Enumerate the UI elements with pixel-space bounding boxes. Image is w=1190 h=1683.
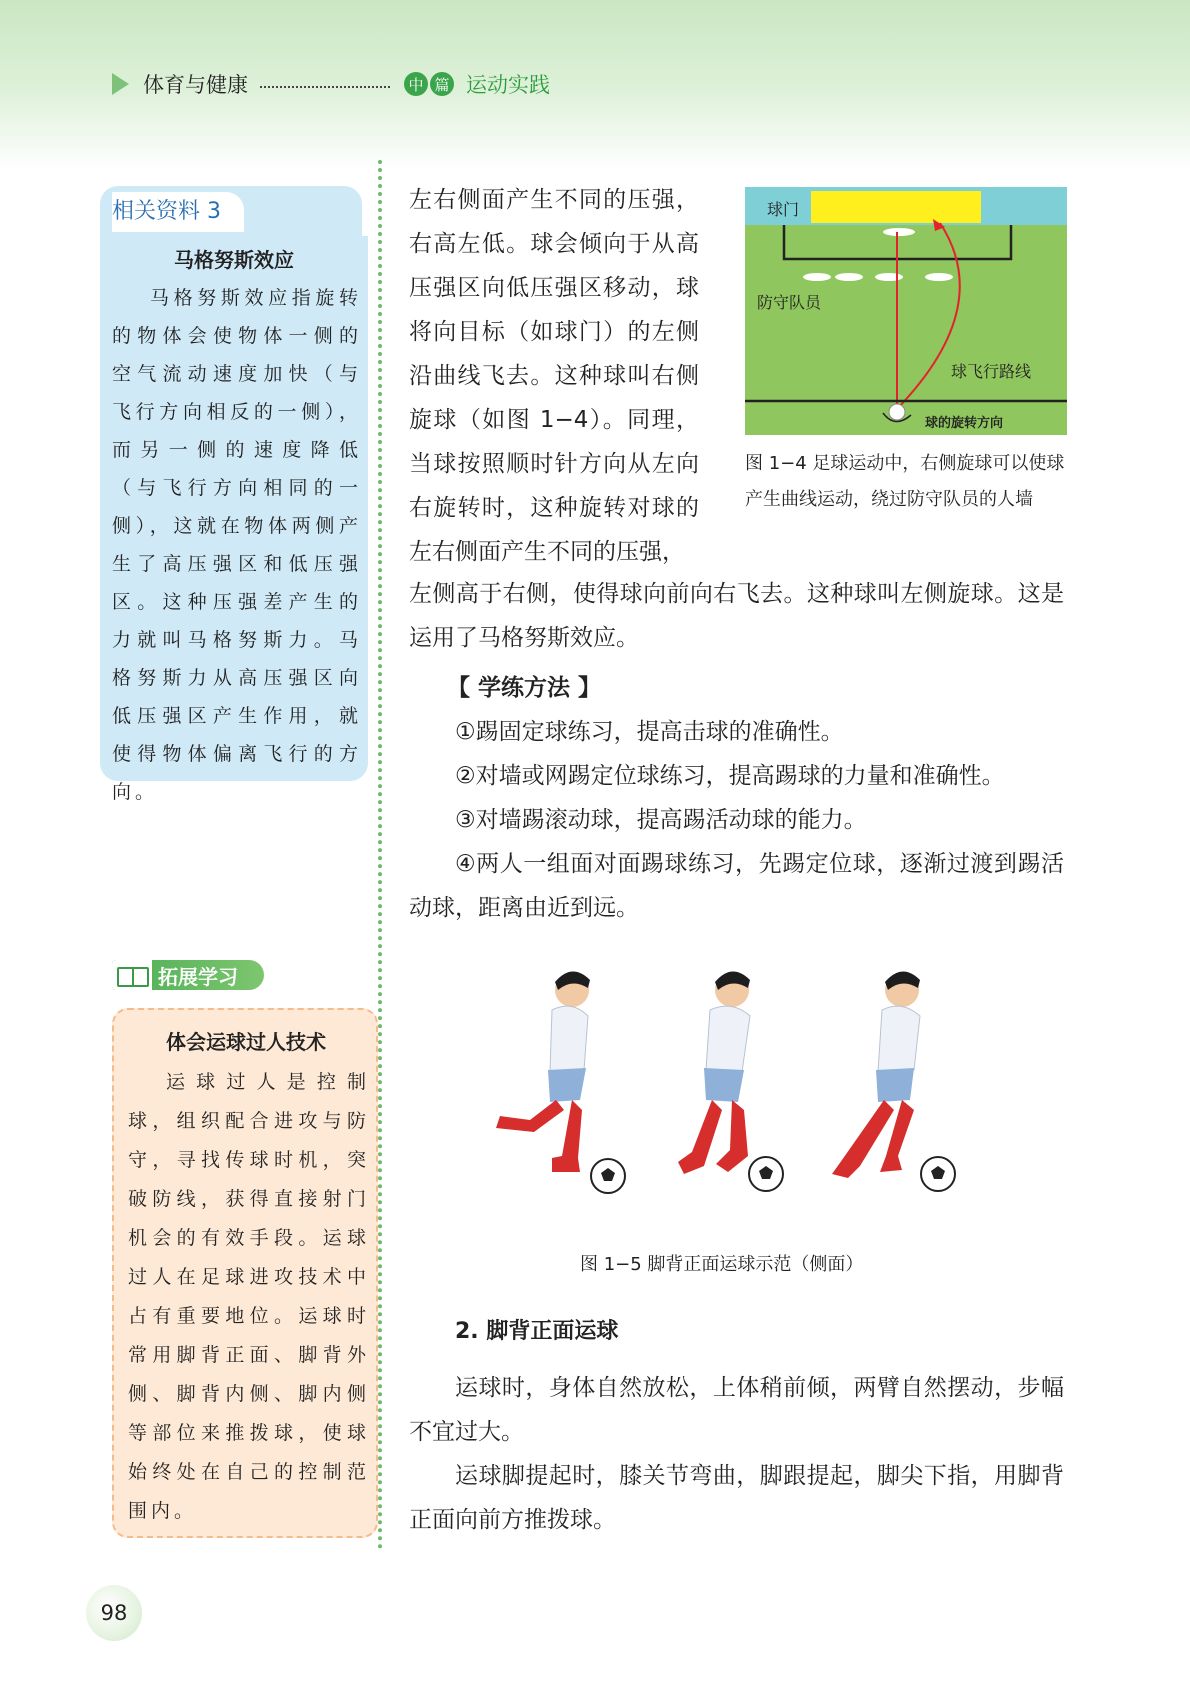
player-shorts <box>548 1068 586 1102</box>
player-shirt <box>706 1006 750 1072</box>
defender-marker <box>875 273 903 281</box>
player-figure <box>832 971 955 1191</box>
open-book-icon <box>112 960 152 990</box>
sidebar2-title: 体会运球过人技术 <box>166 1030 326 1054</box>
player-shorts <box>704 1068 744 1102</box>
figure-1-4-caption: 图 1−4 足球运动中，右侧旋球可以使球产生曲线运动，绕过防守队员的人墙 <box>745 453 1065 510</box>
player-sock-back <box>496 1100 564 1132</box>
defender-marker <box>803 273 831 281</box>
sidebar2-body: 运球过人是控制球，组织配合进攻与防守，寻找传球时机，突破防线，获得直接射门机会的有效手段。运球过人在足球进攻技术中占有重要地位。运球时常用脚背正面、脚背外侧、脚背内侧、脚内侧等部位来推拨球，使球始终处在自己的控制范围内。 <box>128 1071 370 1522</box>
sidebar1-box <box>100 236 368 803</box>
book-title: 体育与健康 <box>143 73 248 97</box>
ball-icon <box>889 404 905 420</box>
running-header <box>112 66 550 102</box>
figure-1-5-caption: 图 1−5 脚背正面运球示范（侧面） <box>580 1254 864 1275</box>
defenders-label: 防守队员 <box>757 293 822 312</box>
goal-label: 球门 <box>767 200 800 219</box>
player-sock-back <box>678 1100 722 1174</box>
main-paragraph-1-continued: 左侧高于右侧，使得球向前向右飞去。这种球叫左侧旋球。这是运用了马格努斯效应。 <box>409 581 1064 651</box>
volume-suffix-badge: 篇 <box>430 72 454 96</box>
section-2-title: 2. 脚背正面运球 <box>455 1319 619 1344</box>
player-shorts <box>876 1068 914 1102</box>
sidebar1-tab-label: 相关资料 3 <box>112 192 244 232</box>
defender-marker <box>925 273 953 281</box>
spin-direction-label: 球的旋转方向 <box>925 416 1004 431</box>
player-figure <box>496 971 625 1193</box>
player-figure <box>678 971 783 1191</box>
practice-method-item: ④两人一组面对面踢球练习，先踢定位球，逐渐过渡到踢活动球，距离由近到远。 <box>409 851 1064 921</box>
section-2 <box>409 1310 1064 1542</box>
practice-method-item: ③对墙踢滚动球，提高踢活动球的能力。 <box>455 807 867 833</box>
section-title: 运动实践 <box>466 73 550 97</box>
page-number: 98 <box>86 1585 142 1641</box>
volume-badge: 中 <box>404 72 428 96</box>
dribbling-sequence-svg <box>460 960 1040 1220</box>
section-2-paragraph: 运球时，身体自然放松，上体稍前倾，两臂自然摆动，步幅不宜过大。 <box>409 1375 1064 1445</box>
player-shirt <box>550 1006 588 1072</box>
header-dot-leader <box>260 86 390 88</box>
sidebar1-body: 马格努斯效应指旋转的物体会使物体一侧的空气流动速度加快（与飞行方向相反的一侧），而另一侧的速度降低（与飞行方向相同的一侧），这就在物体两侧产生了高压强区和低压强区。这种压强差产生的力就叫马格努斯力。马格努斯力从高压强区向低压强区产生作用，就使得物体偏离飞行的方向。 <box>112 287 362 803</box>
section-2-paragraph: 运球脚提起时，膝关节弯曲，脚跟提起，脚尖下指，用脚背正面向前方推拨球。 <box>409 1463 1064 1533</box>
practice-method-item: ②对墙或网踢定位球练习，提高踢球的力量和准确性。 <box>455 763 1005 789</box>
goal-mouth <box>811 191 981 223</box>
practice-methods-title: 【 学练方法 】 <box>447 675 602 701</box>
practice-method-item: ①踢固定球练习，提高击球的准确性。 <box>455 719 844 745</box>
main-paragraph-1: 左右侧面产生不同的压强，右高左低。球会倾向于从高压强区向低压强区移动，球将向目标（如球门）的左侧沿曲线飞去。这种球叫右侧旋球（如图 1−4）。同理，当球按照顺时针方向从左向右旋转时，这种旋转对球的左右侧面产生不同的压强， <box>409 187 699 565</box>
play-arrow-icon <box>112 73 129 95</box>
practice-methods <box>409 666 1064 930</box>
sidebar2-box <box>112 1008 378 1538</box>
flight-path-label: 球飞行路线 <box>951 362 1032 381</box>
expand-learning-label: 拓展学习 <box>158 964 238 989</box>
column-divider <box>378 160 382 1550</box>
player-shirt <box>878 1006 920 1072</box>
figure-1-5-illustration <box>460 960 1040 1220</box>
sidebar1-title: 马格努斯效应 <box>174 248 294 272</box>
defender-marker <box>835 273 863 281</box>
ball-target-mark <box>883 228 915 236</box>
figure-1-4-diagram <box>745 187 1067 435</box>
expand-learning-badge <box>112 960 264 990</box>
